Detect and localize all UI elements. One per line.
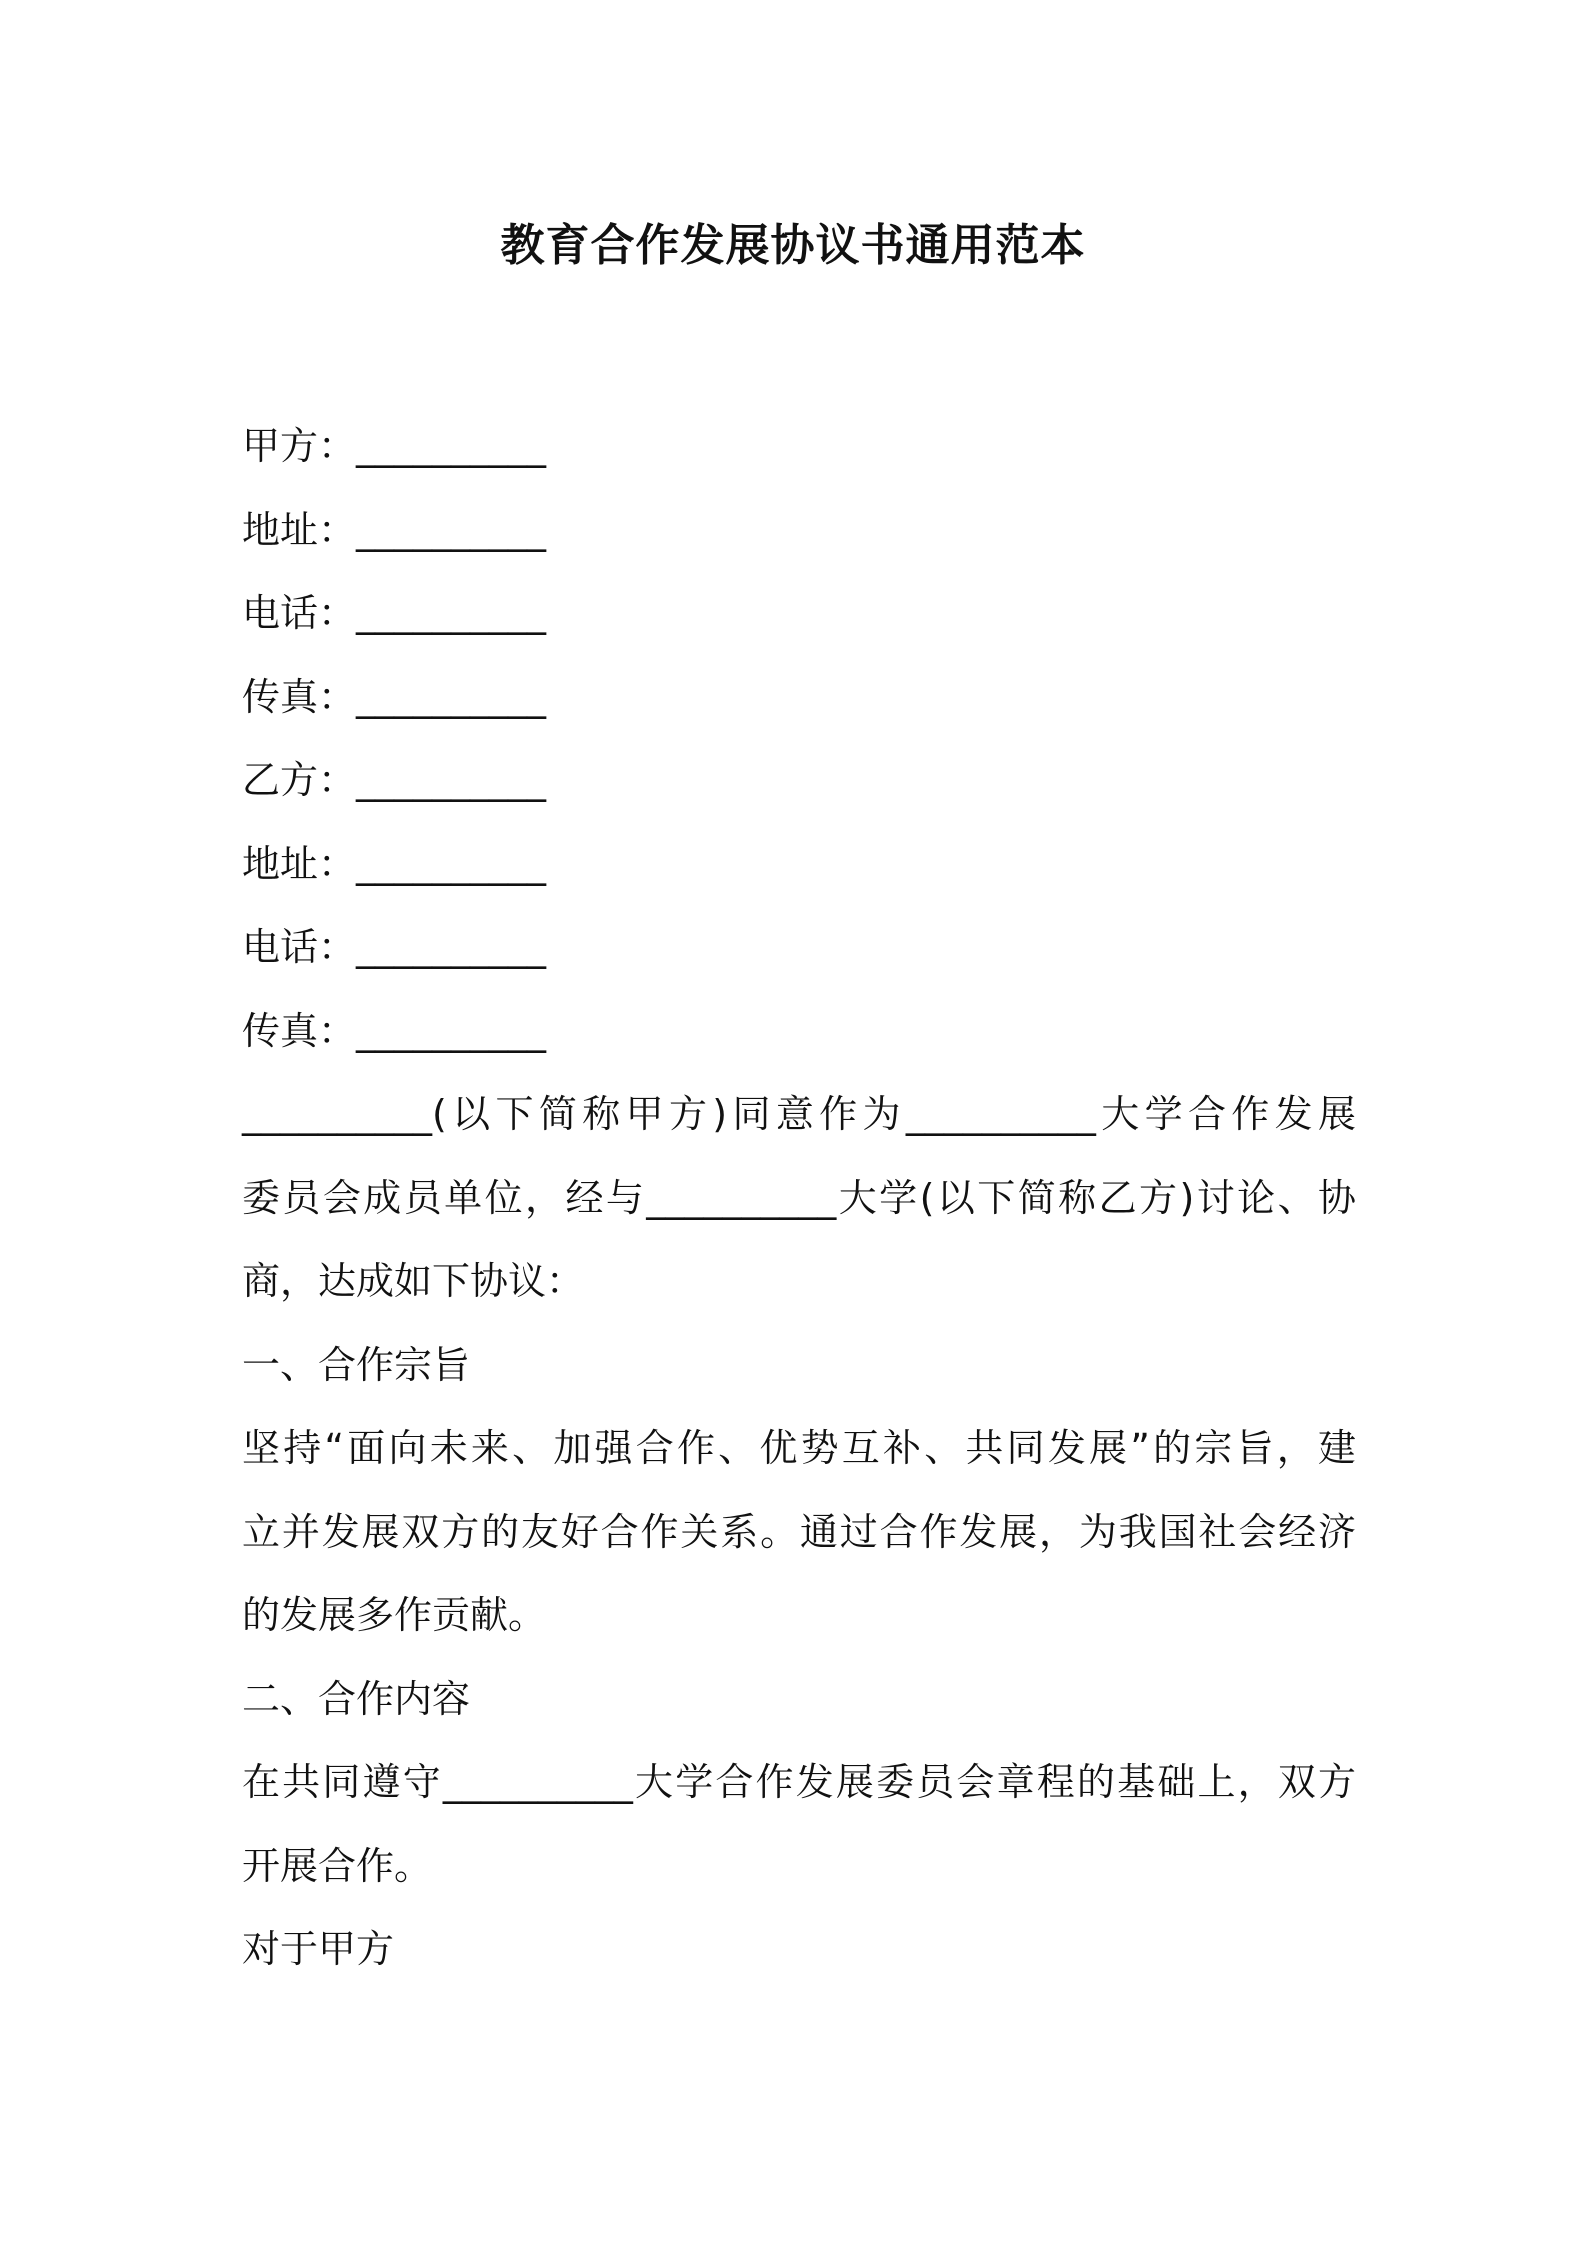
party-a-address-blank: __________ [356,507,547,552]
party-b-line [242,739,1356,823]
intro-paragraph [242,1073,1356,1324]
intro-line-2: 委员会成员单位，经与__________大学(以下简称乙方)讨论、协 [242,1175,1356,1220]
party-a-section-start: 对于甲方 [242,1927,395,1971]
party-a-address-line [242,489,1356,573]
section-1-heading: 一、合作宗旨 [242,1342,471,1387]
section-1-line-1: 坚持“面向未来、加强合作、优势互补、共同发展”的宗旨，建 [242,1426,1356,1470]
party-b-phone-blank: __________ [356,925,547,969]
party-a-fax-line [242,656,1356,740]
party-a-fax-label: 传真： [242,674,357,719]
party-b-fax-line [242,990,1356,1074]
section-2-paragraph [242,1741,1356,1908]
section-2-heading: 二、合作内容 [242,1676,471,1721]
document-title: 教育合作发展协议书通用范本 [500,220,1086,271]
party-a-phone-label: 电话： [242,591,357,635]
party-a-fax-blank: __________ [356,674,547,719]
party-b-fax-blank: __________ [356,1008,547,1053]
section-2-line-1: 在共同遵守__________大学合作发展委员会章程的基础上，双方 [242,1760,1356,1804]
section-1-line-3: 的发展多作贡献。 [242,1593,547,1637]
party-a-phone-blank: __________ [356,591,547,635]
section-1-paragraph [242,1407,1356,1658]
section-1-line-2: 立并发展双方的友好合作关系。通过合作发展，为我国社会经济 [242,1509,1356,1554]
intro-line-3: 商，达成如下协议： [242,1259,585,1303]
party-b-phone-label: 电话： [242,925,357,969]
intro-line-1: __________(以下简称甲方)同意作为__________大学合作发展 [242,1092,1356,1136]
party-a-blank: __________ [356,424,547,468]
party-a-address-label: 地址： [242,507,357,552]
section-2-line-2: 开展合作。 [242,1843,433,1888]
party-a-line [242,405,1356,489]
document-content [242,405,1356,1992]
party-a-label: 甲方： [242,424,357,468]
party-b-fax-label: 传真： [242,1008,357,1053]
party-a-phone-line [242,572,1356,656]
party-b-address-label: 地址： [242,841,357,886]
party-b-address-blank: __________ [356,841,547,886]
party-b-label: 乙方： [242,758,357,802]
party-b-phone-line [242,906,1356,990]
party-b-blank: __________ [356,758,547,802]
party-b-address-line [242,823,1356,907]
